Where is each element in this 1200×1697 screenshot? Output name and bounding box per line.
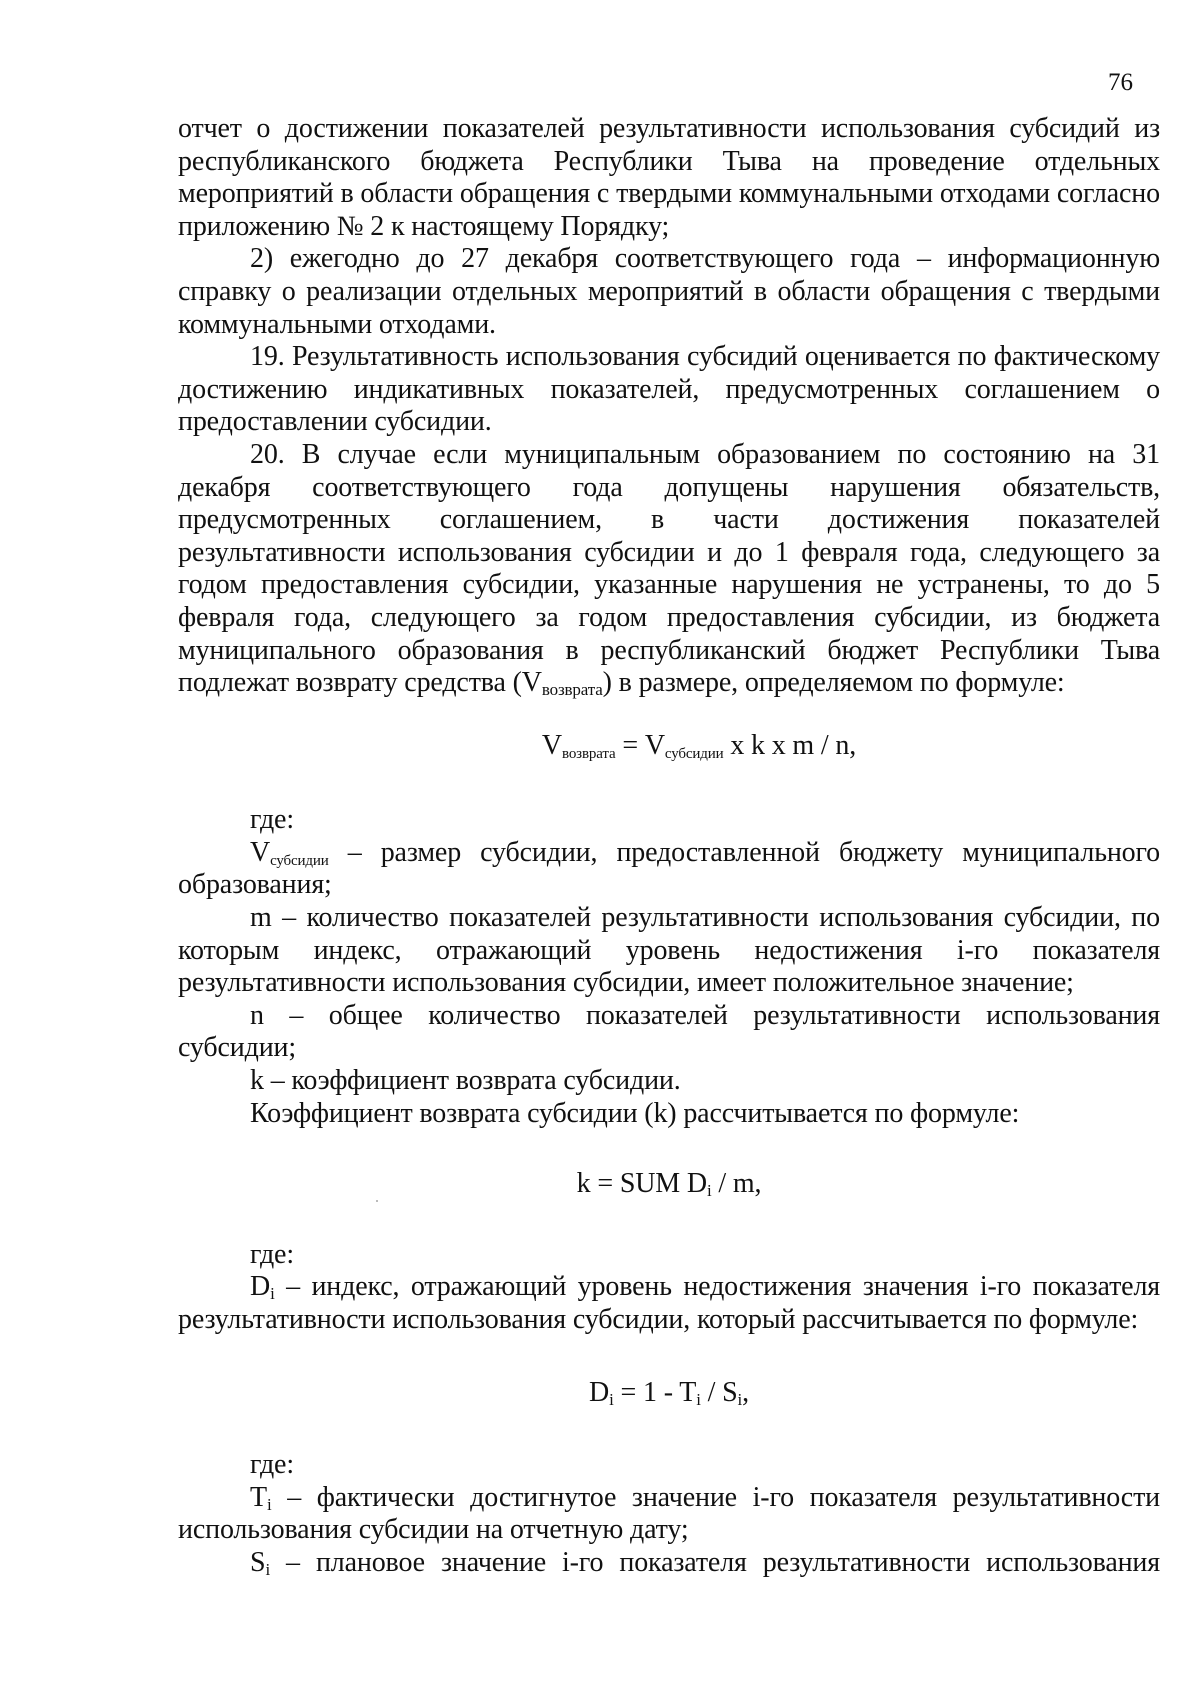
def-v-sub: субсидии (270, 852, 329, 869)
def-s-text: – плановое значение i-го показателя результативности использования (270, 1546, 1160, 1578)
definition-t (178, 1482, 1160, 1547)
formula-1-v2-sub: субсидии (664, 745, 724, 762)
formula-coefficient (178, 1168, 1160, 1201)
formula-1-eq: = (615, 729, 645, 761)
definition-d (178, 1271, 1160, 1336)
def-t-text: – фактически достигнутое значение i-го показателя результативности использования субсидии на отчетную дату; (178, 1481, 1160, 1546)
def-v-symbol: V (250, 836, 271, 868)
formula-1-rest: x k x m / n, (723, 729, 857, 761)
formula-2-sub: i (706, 1181, 712, 1201)
def-t-sub: i (266, 1494, 272, 1514)
document-body (178, 113, 1160, 1580)
formula-3-d-sub: i (609, 1389, 614, 1409)
formula-3-s-sub: i (737, 1389, 743, 1409)
where-label-1: где: (250, 804, 294, 836)
formula-3-t-sub: i (696, 1389, 701, 1409)
formula-1-v2: V (644, 729, 665, 761)
formula-return-amount (178, 730, 1160, 763)
formula-index (178, 1377, 1160, 1410)
definition-s (178, 1547, 1160, 1580)
page-number: 76 (1108, 69, 1133, 96)
formula-2-right: / m, (711, 1168, 762, 1200)
where-label-2: где: (250, 1238, 294, 1270)
formula-3-d: D (589, 1376, 610, 1408)
formula-1-v-sub: возврата (562, 745, 616, 762)
def-s-symbol: S (250, 1546, 266, 1578)
def-d-sub: i (270, 1284, 275, 1304)
item-20-text-end: ) в размере, определяемом по формуле: (602, 667, 1065, 699)
paragraph-intro: отчет о достижении показателей результативности использования субсидий из республиканского бюджета Республики Тыва на проведение отдельных мероприятий в области обращения с твердыми коммунальными отходами согласно приложению № 2 к настоящему Порядку; (178, 113, 1160, 242)
where-label-3: где: (250, 1449, 294, 1481)
def-v-text: – размер субсидии, предоставленной бюджету муниципального образования; (178, 836, 1160, 901)
formula-1-v: V (541, 729, 562, 761)
formula-3-slash: / S (700, 1376, 738, 1408)
definition-v-subsidy (178, 837, 1160, 902)
scan-speck (376, 1200, 378, 1202)
definition-k: k – коэффициент возврата субсидии. (250, 1065, 681, 1097)
paragraph-item-19: 19. Результативность использования субсидий оценивается по фактическому достижению индикативных показателей, предусмотренных соглашением о предоставлении субсидии. (178, 341, 1160, 438)
formula-3-mid: = 1 - T (613, 1376, 697, 1408)
item-20-subscript: возврата (541, 680, 603, 700)
formula-3-end: , (742, 1376, 749, 1408)
definition-n: n – общее количество показателей результативности использования субсидии; (178, 999, 1160, 1064)
definition-m: m – количество показателей результативности использования субсидии, по которым индекс, отражающий уровень недостижения i-го показателя результативности использования субсидии, имеет положительное значение; (178, 902, 1160, 999)
coefficient-intro: Коэффициент возврата субсидии (k) рассчитывается по формуле: (250, 1097, 1020, 1129)
paragraph-item-20 (178, 439, 1160, 700)
def-s-sub: i (265, 1559, 271, 1579)
formula-2-left: k = SUM D (576, 1168, 707, 1200)
def-d-text: – индекс, отражающий уровень недостижения значения i-го показателя результативности использования субсидии, который рассчитывается по формуле: (178, 1271, 1160, 1335)
def-d-symbol: D (250, 1271, 271, 1303)
paragraph-item-2: 2) ежегодно до 27 декабря соответствующего года – информационную справку о реализации отдельных мероприятий в области обращения с твердыми коммунальными отходами. (178, 243, 1160, 340)
item-20-text: 20. В случае если муниципальным образованием по состоянию на 31 декабря соответствующего года допущены нарушения обязательств, предусмотренных соглашением, в части достижения показателей результативности использования субсидии и до 1 февраля года, следующего за годом предоставления субсидии, указанные нарушения не устранены, то до 5 февраля года, следующего за годом предоставления субсидии, из бюджета муниципального образования в республиканский бюджет Республики Тыва подлежат возврату средства (V (178, 438, 1160, 699)
def-t-symbol: T (250, 1481, 267, 1513)
